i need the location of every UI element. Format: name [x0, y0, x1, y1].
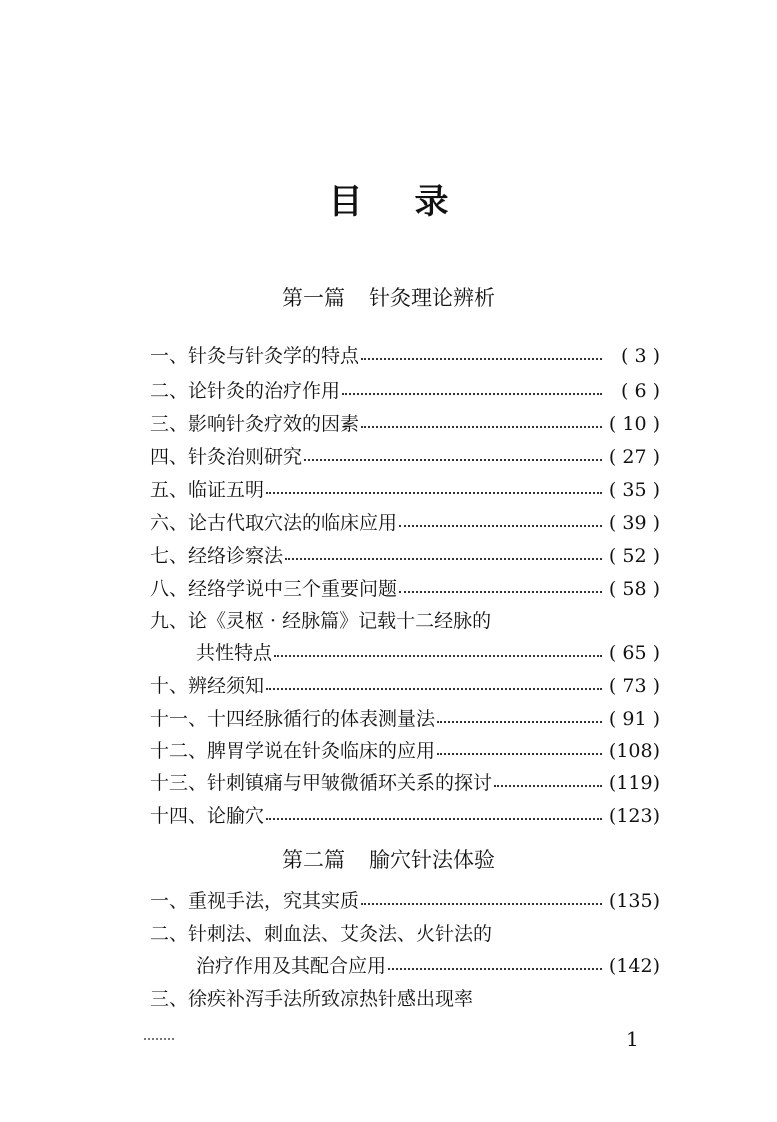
toc-entry-title: 论《灵枢 · 经脉篇》记载十二经脉的	[188, 610, 492, 632]
toc-entry[interactable]	[150, 606, 660, 636]
part1-heading	[0, 283, 777, 313]
toc-entry-page: ( 10 )	[608, 413, 660, 435]
dot-leader	[361, 903, 602, 905]
toc-entry[interactable]	[150, 801, 660, 831]
toc-entry-page: (142)	[608, 955, 660, 977]
toc-entry[interactable]	[150, 704, 660, 734]
dot-leader	[399, 525, 602, 527]
toc-entry-page: ( 73 )	[608, 675, 660, 697]
page-number: 1	[626, 1027, 639, 1051]
toc-entry-number: 四、	[150, 446, 189, 468]
toc-entry-page: ( 35 )	[608, 479, 660, 501]
dot-leader	[361, 358, 602, 360]
toc-entry[interactable]	[150, 475, 660, 505]
toc-entry-page: (135)	[608, 890, 660, 912]
toc-entry-continuation[interactable]	[196, 638, 660, 668]
toc-entry-title: 针刺法、刺血法、艾灸法、火针法的	[188, 923, 493, 945]
dot-leader	[266, 492, 602, 494]
toc-entry[interactable]	[150, 574, 660, 604]
dot-leader	[399, 591, 602, 593]
toc-entry-title: 十四经脉循行的体表测量法	[207, 708, 436, 730]
toc-entry-title: 影响针灸疗效的因素	[188, 413, 360, 435]
toc-entry-page: ( 3 )	[621, 345, 660, 367]
toc-entry-title: 论腧穴	[207, 805, 265, 827]
toc-entry[interactable]	[150, 409, 660, 439]
toc-entry[interactable]	[150, 984, 660, 1014]
part2-label: 第二篇	[282, 848, 345, 872]
toc-entry-page: (119)	[608, 772, 660, 794]
toc-entry-continuation[interactable]	[196, 951, 660, 981]
toc-entry-page: ( 52 )	[608, 545, 660, 567]
toc-title	[0, 180, 777, 224]
toc-entry-page: (123)	[608, 805, 660, 827]
toc-entry-title: 针灸治则研究	[188, 446, 303, 468]
toc-entry-title: 治疗作用及其配合应用	[196, 955, 387, 977]
dot-leader	[494, 785, 602, 787]
dot-leader	[274, 655, 602, 657]
toc-entry-number: 五、	[150, 479, 189, 501]
toc-entry-number: 七、	[150, 545, 189, 567]
toc-entry-number: 二、	[150, 380, 189, 402]
toc-entry-number: 三、	[150, 988, 189, 1010]
toc-entry[interactable]	[150, 919, 660, 949]
dot-leader	[266, 688, 602, 690]
title-char-2: 录	[414, 182, 449, 222]
toc-entry-title: 共性特点	[196, 642, 273, 664]
toc-entry-title: 论古代取穴法的临床应用	[188, 512, 398, 534]
dot-leader	[342, 393, 602, 395]
toc-entry-title: 辨经须知	[188, 675, 265, 697]
toc-entry-title: 临证五明	[188, 479, 265, 501]
toc-entry-title: 针灸与针灸学的特点	[188, 345, 360, 367]
dot-leader	[304, 459, 602, 461]
toc-entry-number: 十三、	[150, 772, 208, 794]
toc-entry[interactable]	[150, 341, 660, 371]
part1-name: 针灸理论辨析	[369, 286, 495, 310]
toc-entry-page: ( 65 )	[608, 642, 660, 664]
toc-entry-number: 十一、	[150, 708, 208, 730]
toc-entry-page: (108)	[608, 740, 660, 762]
toc-entry[interactable]	[150, 508, 660, 538]
toc-entry-number: 二、	[150, 923, 189, 945]
toc-entry-page: ( 6 )	[621, 380, 660, 402]
scan-speck-marks	[144, 1036, 174, 1040]
dot-leader	[437, 721, 602, 723]
toc-entry[interactable]	[150, 886, 660, 916]
toc-entry-number: 八、	[150, 578, 189, 600]
toc-entry-title: 论针灸的治疗作用	[188, 380, 341, 402]
part2-heading	[0, 845, 777, 875]
toc-entry-page: ( 27 )	[608, 446, 660, 468]
toc-entry[interactable]	[150, 736, 660, 766]
toc-entry[interactable]	[150, 768, 660, 798]
toc-entry[interactable]	[150, 376, 660, 406]
toc-entry-title: 经络诊察法	[188, 545, 284, 567]
toc-entry-number: 十、	[150, 675, 189, 697]
toc-entry-title: 脾胃学说在针灸临床的应用	[207, 740, 436, 762]
dot-leader	[266, 818, 602, 820]
toc-entry-number: 三、	[150, 413, 189, 435]
toc-entry[interactable]	[150, 671, 660, 701]
toc-entry-page: ( 58 )	[608, 578, 660, 600]
toc-entry-number: 一、	[150, 345, 189, 367]
toc-entry-page: ( 91 )	[608, 708, 660, 730]
toc-entry-number: 十四、	[150, 805, 208, 827]
part1-label: 第一篇	[282, 286, 345, 310]
toc-entry-number: 九、	[150, 610, 189, 632]
toc-entry-number: 十二、	[150, 740, 208, 762]
dot-leader	[285, 558, 602, 560]
toc-entry-number: 六、	[150, 512, 189, 534]
toc-entry[interactable]	[150, 541, 660, 571]
toc-entry-title: 重视手法，究其实质	[188, 890, 360, 912]
title-char-1: 目	[328, 182, 363, 222]
part2-name: 腧穴针法体验	[369, 848, 495, 872]
toc-entry-title: 针刺镇痛与甲皱微循环关系的探讨	[207, 772, 493, 794]
toc-entry-number: 一、	[150, 890, 189, 912]
toc-entry-title: 徐疾补泻手法所致凉热针感出现率	[188, 988, 474, 1010]
toc-entry-page: ( 39 )	[608, 512, 660, 534]
dot-leader	[388, 968, 602, 970]
dot-leader	[437, 753, 602, 755]
toc-entry-title: 经络学说中三个重要问题	[188, 578, 398, 600]
dot-leader	[361, 426, 602, 428]
toc-entry[interactable]	[150, 442, 660, 472]
